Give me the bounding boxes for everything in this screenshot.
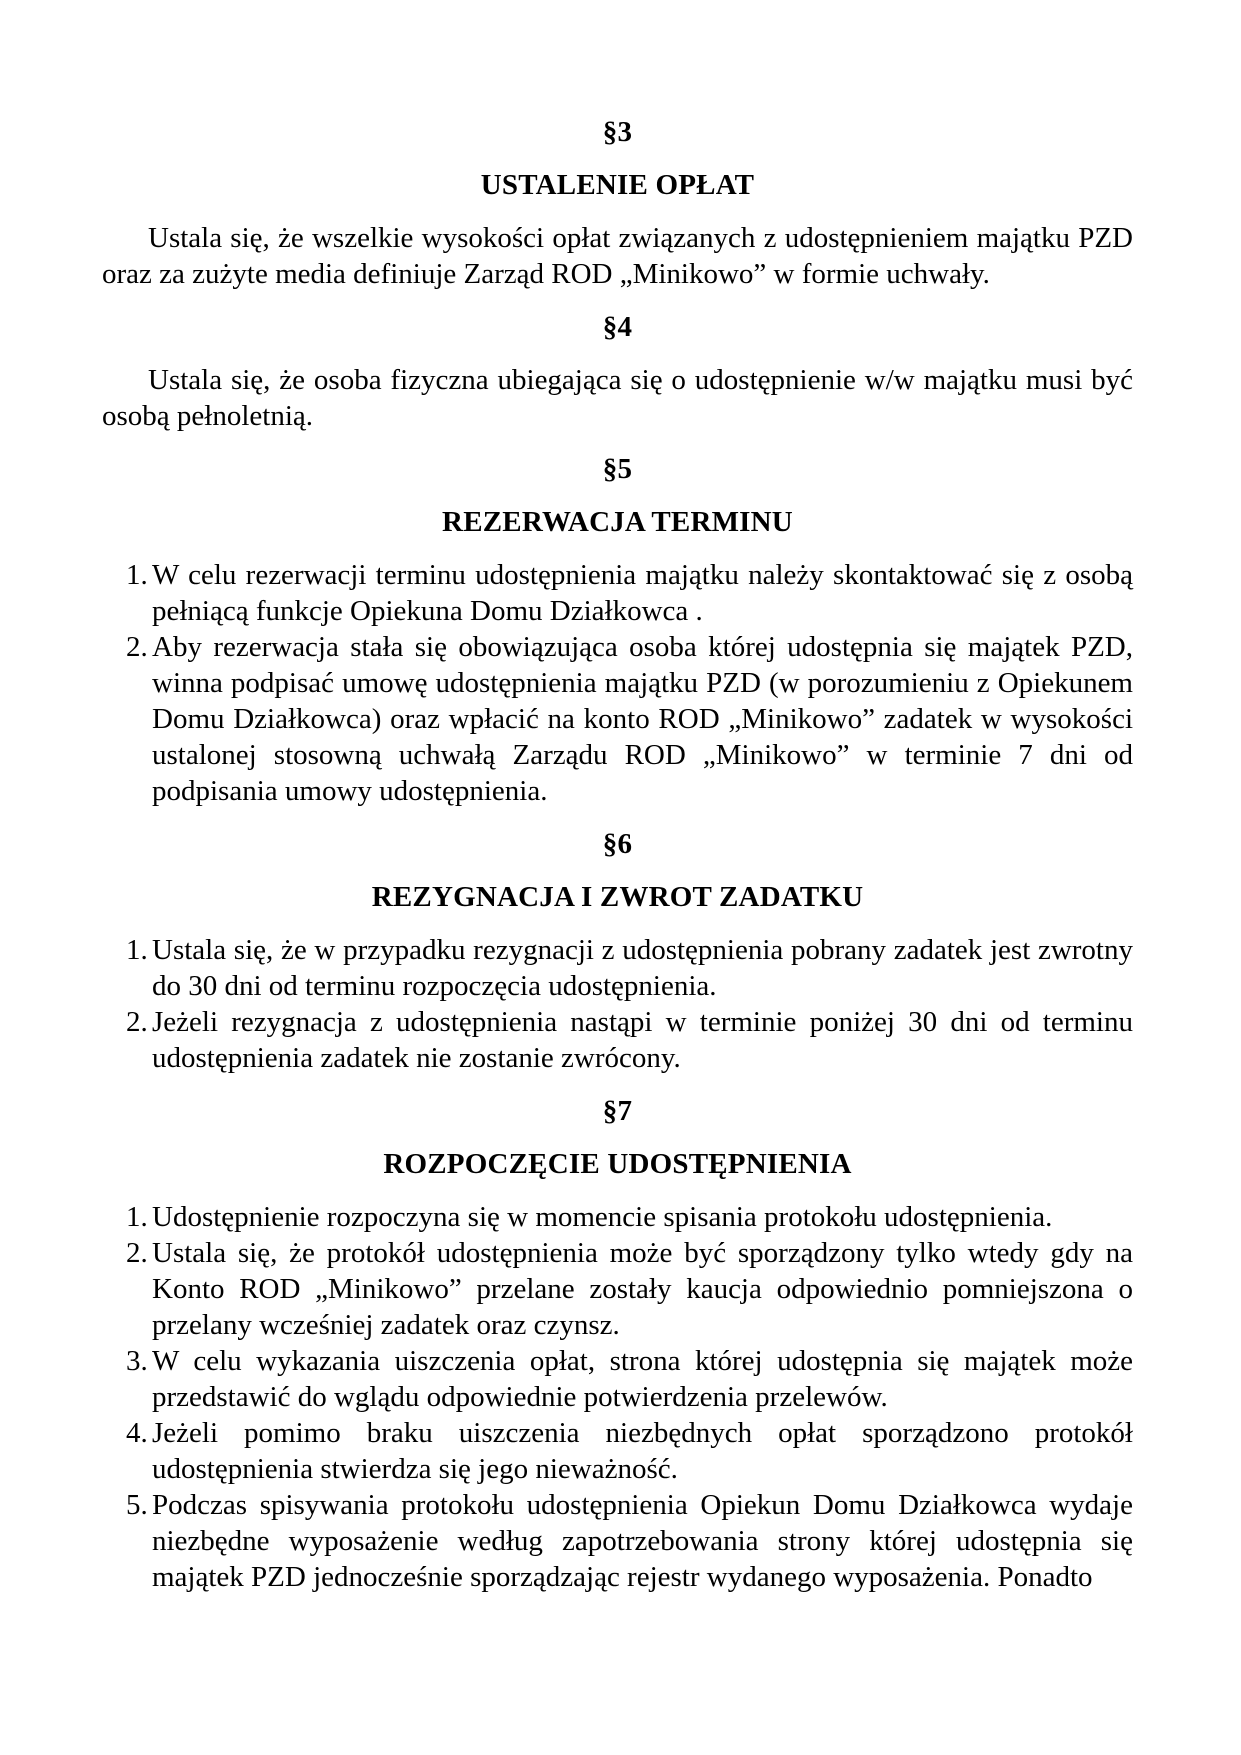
section-6-title: REZYGNACJA I ZWROT ZADATKU [371, 881, 864, 913]
item-text: Jeżeli pomimo braku uiszczenia niezbędnych opłat sporządzono protokół udostępnienia stwierdza się jego nieważność. [152, 1417, 1133, 1485]
item-number: 3. [126, 1345, 148, 1377]
item-text: W celu wykazania uiszczenia opłat, strona której udostępnia się majątek może przedstawić do wglądu odpowiednie potwierdzenia przelewów. [152, 1345, 1133, 1413]
item-number: 1. [126, 1201, 148, 1233]
list-item [102, 932, 1133, 1004]
item-number: 2. [126, 1006, 148, 1038]
item-text: Podczas spisywania protokołu udostępnienia Opiekun Domu Działkowca wydaje niezbędne wyposażenie według zapotrzebowania strony której udostępnia się majątek PZD jednocześnie sporządzając rejestr wydanego wyposażenia. Ponadto [152, 1489, 1133, 1593]
item-number: 1. [126, 934, 148, 966]
list-item [102, 557, 1133, 629]
item-text: Aby rezerwacja stała się obowiązująca osoba której udostępnia się majątek PZD, winna podpisać umowę udostępnienia majątku PZD (w porozumieniu z Opiekunem Domu Działkowca) oraz wpłacić na konto ROD „Minikowo” zadatek w wysokości ustalonej stosowną uchwałą Zarządu ROD „Minikowo” w terminie 7 dni od podpisania umowy udostępnienia. [152, 631, 1133, 807]
item-number: 4. [126, 1417, 148, 1449]
section-3-paragraph: Ustala się, że wszelkie wysokości opłat związanych z udostępnieniem majątku PZD oraz za zużyte media definiuje Zarząd ROD „Minikowo” w formie uchwały. [102, 222, 1133, 290]
list-item [102, 1235, 1133, 1343]
item-number: 2. [126, 631, 148, 663]
section-5-title: REZERWACJA TERMINU [442, 506, 793, 538]
list-item [102, 1487, 1133, 1595]
section-6-list [102, 932, 1133, 1076]
section-5-list [102, 557, 1133, 809]
item-text: Udostępnienie rozpoczyna się w momencie spisania protokołu udostępnienia. [152, 1201, 1053, 1233]
section-7-list [102, 1199, 1133, 1595]
item-number: 5. [126, 1489, 148, 1521]
item-number: 2. [126, 1237, 148, 1269]
list-item [102, 629, 1133, 809]
section-7-mark: §7 [602, 1095, 633, 1127]
section-7-title: ROZPOCZĘCIE UDOSTĘPNIENIA [383, 1148, 852, 1180]
section-4-paragraph: Ustala się, że osoba fizyczna ubiegająca się o udostępnienie w/w majątku musi być osobą pełnoletnią. [102, 364, 1133, 432]
section-4-mark: §4 [602, 311, 633, 343]
item-text: Ustala się, że protokół udostępnienia może być sporządzony tylko wtedy gdy na Konto ROD „Minikowo” przelane zostały kaucja odpowiednio pomniejszona o przelany wcześniej zadatek oraz czynsz. [152, 1237, 1133, 1341]
list-item [102, 1004, 1133, 1076]
item-text: Jeżeli rezygnacja z udostępnienia nastąpi w terminie poniżej 30 dni od terminu udostępnienia zadatek nie zostanie zwrócony. [152, 1006, 1133, 1074]
item-text: W celu rezerwacji terminu udostępnienia majątku należy skontaktować się z osobą pełniącą funkcje Opiekuna Domu Działkowca . [152, 559, 1133, 627]
section-3-title: USTALENIE OPŁAT [480, 169, 755, 201]
item-text: Ustala się, że w przypadku rezygnacji z udostępnienia pobrany zadatek jest zwrotny do 30 dni od terminu rozpoczęcia udostępnienia. [152, 934, 1133, 1002]
section-6-mark: §6 [602, 828, 633, 860]
section-3-mark: §3 [602, 116, 633, 148]
list-item [102, 1343, 1133, 1415]
item-number: 1. [126, 559, 148, 591]
list-item [102, 1415, 1133, 1487]
section-5-mark: §5 [602, 453, 633, 485]
list-item [102, 1199, 1133, 1235]
